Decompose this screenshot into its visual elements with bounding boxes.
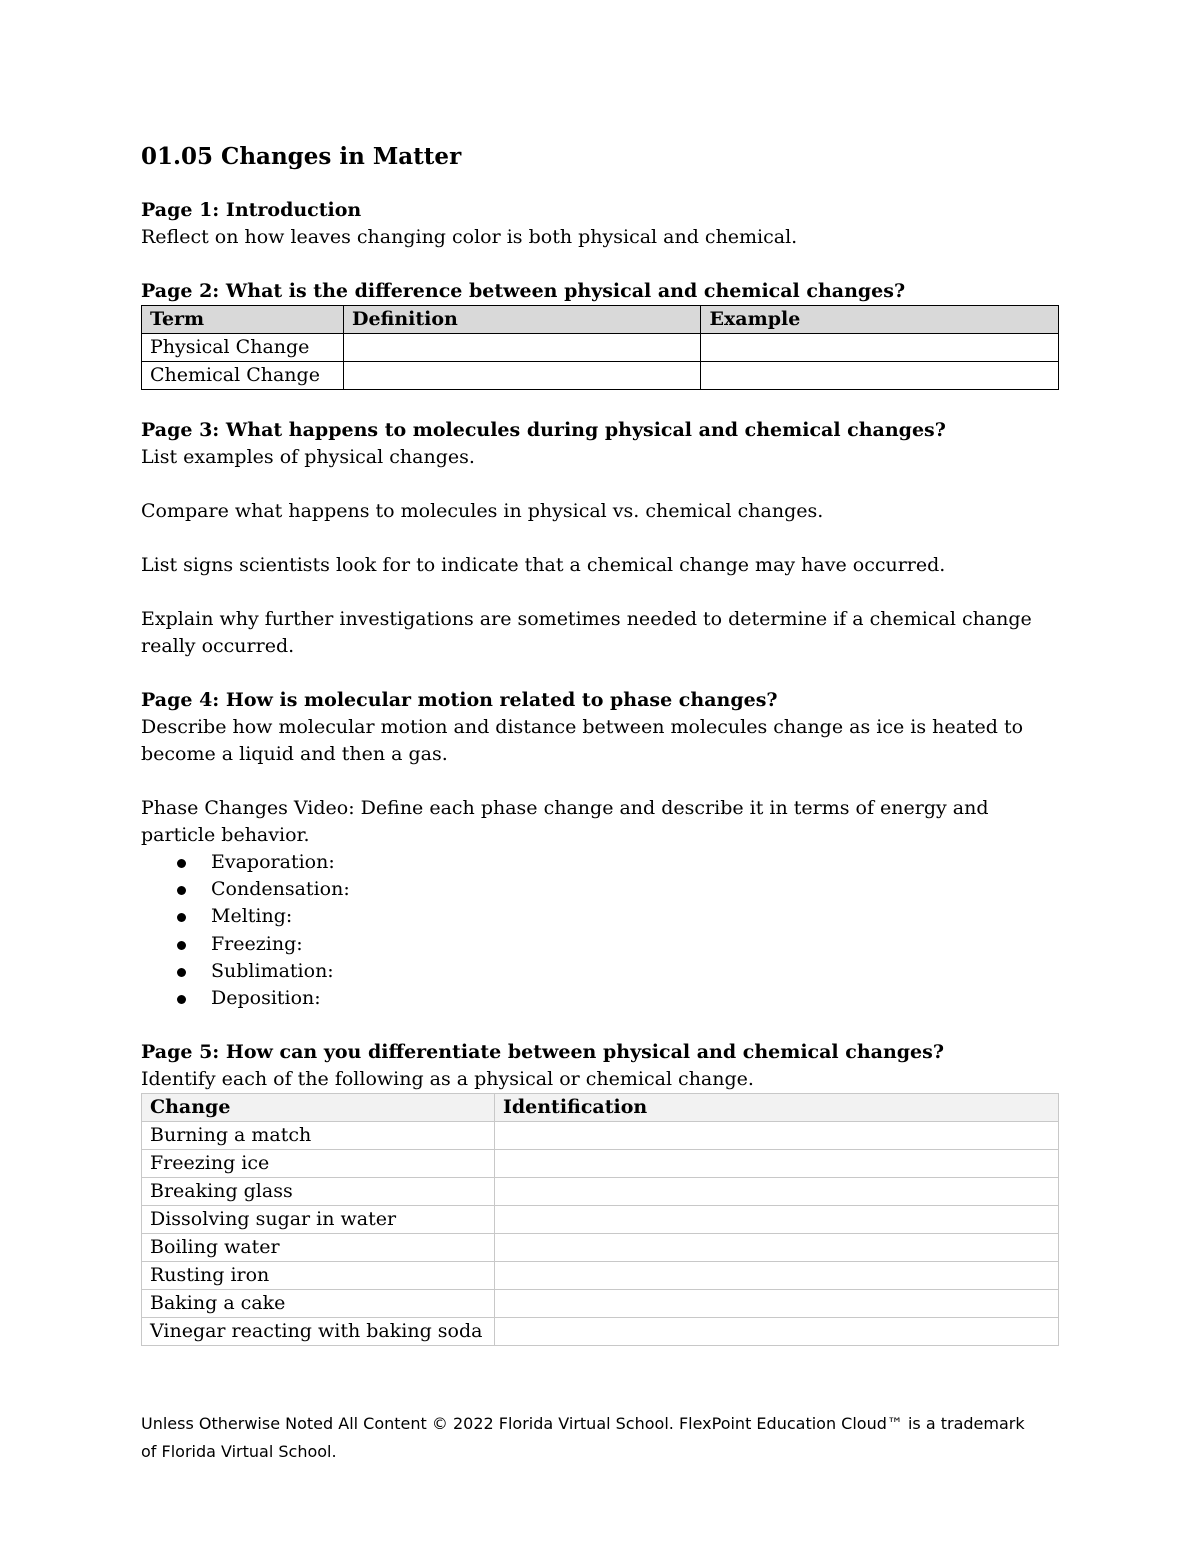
phase-label: Condensation: [211,878,350,901]
table-row [142,1318,1059,1346]
page3-prompt-compare: Compare what happens to molecules in physical vs. chemical changes. [141,500,824,522]
phase-label: Freezing: [211,932,303,955]
phase-label: Sublimation: [211,959,334,982]
terms-header-example: Example [701,306,1059,334]
table-row [142,334,1059,362]
example-cell[interactable] [701,362,1059,390]
page3-prompt-signs: List signs scientists look for to indicate that a chemical change may have occurred. [141,554,946,576]
identification-header-identification: Identification [494,1094,1058,1122]
table-row [142,1178,1059,1206]
page2-heading: Page 2: What is the difference between physical and chemical changes? [141,280,906,302]
identification-table [141,1093,1059,1346]
definition-cell[interactable] [343,362,701,390]
list-item [211,958,1059,985]
bullet-icon [177,941,186,950]
phase-label: Evaporation: [211,851,335,873]
page3-heading: Page 3: What happens to molecules during physical and chemical changes? [141,419,946,441]
page1-heading: Page 1: Introduction [141,199,362,221]
table-row [142,1262,1059,1290]
table-row [142,1234,1059,1262]
terms-header-term: Term [142,306,344,334]
change-cell: Breaking glass [142,1178,495,1206]
table-row [142,362,1059,390]
phase-label: Melting: [211,905,293,928]
list-item [211,903,1059,930]
change-cell: Dissolving sugar in water [142,1206,495,1234]
identification-cell[interactable] [494,1178,1058,1206]
list-item [211,985,1059,1012]
change-cell: Vinegar reacting with baking soda [142,1318,495,1346]
change-cell: Freezing ice [142,1150,495,1178]
list-item [211,849,1059,876]
page3-prompt-examples: List examples of physical changes. [141,446,475,468]
identification-cell[interactable] [494,1206,1058,1234]
page4-heading: Page 4: How is molecular motion related to phase changes? [141,689,778,711]
terms-table [141,305,1059,390]
change-cell: Burning a match [142,1122,495,1150]
table-row [142,1122,1059,1150]
change-cell: Rusting iron [142,1262,495,1290]
change-cell: Baking a cake [142,1290,495,1318]
table-row [142,1150,1059,1178]
identification-header-change: Change [142,1094,495,1122]
bullet-icon [177,886,186,895]
identification-cell[interactable] [494,1150,1058,1178]
page3-prompt-explain: Explain why further investigations are sometimes needed to determine if a chemical change really occurred. [141,608,1032,657]
term-cell: Chemical Change [142,362,344,390]
identification-cell[interactable] [494,1262,1058,1290]
bullet-icon [177,968,186,977]
example-cell[interactable] [701,334,1059,362]
page4-prompt-video: Phase Changes Video: Define each phase change and describe it in terms of energy and particle behavior. [141,797,989,846]
bullet-icon [177,995,186,1004]
change-cell: Boiling water [142,1234,495,1262]
identification-cell[interactable] [494,1122,1058,1150]
identification-cell[interactable] [494,1318,1058,1346]
page4-prompt-describe: Describe how molecular motion and distance between molecules change as ice is heated to become a liquid and then a gas. [141,716,1024,765]
identification-cell[interactable] [494,1234,1058,1262]
table-row [142,1290,1059,1318]
terms-table-header-row [142,306,1059,334]
worksheet-page [141,141,1059,1346]
phase-label: Deposition: [211,987,321,1010]
document-title: 01.05 Changes in Matter [141,143,462,170]
bullet-icon [177,859,186,868]
table-row [142,1206,1059,1234]
copyright-footer: Unless Otherwise Noted All Content © 2022 Florida Virtual School. FlexPoint Education Cloud™ is a trademark of Florida Virtual School. [141,1414,1025,1461]
page1-prompt: Reflect on how leaves changing color is both physical and chemical. [141,226,798,248]
identification-table-header-row [142,1094,1059,1122]
definition-cell[interactable] [343,334,701,362]
terms-header-definition: Definition [343,306,701,334]
page5-prompt: Identify each of the following as a physical or chemical change. [141,1068,754,1091]
page5-heading: Page 5: How can you differentiate between physical and chemical changes? [141,1041,944,1064]
list-item [211,876,1059,903]
identification-cell[interactable] [494,1290,1058,1318]
term-cell: Physical Change [142,334,344,362]
list-item [211,931,1059,958]
phase-list [141,849,1059,1012]
bullet-icon [177,913,186,922]
